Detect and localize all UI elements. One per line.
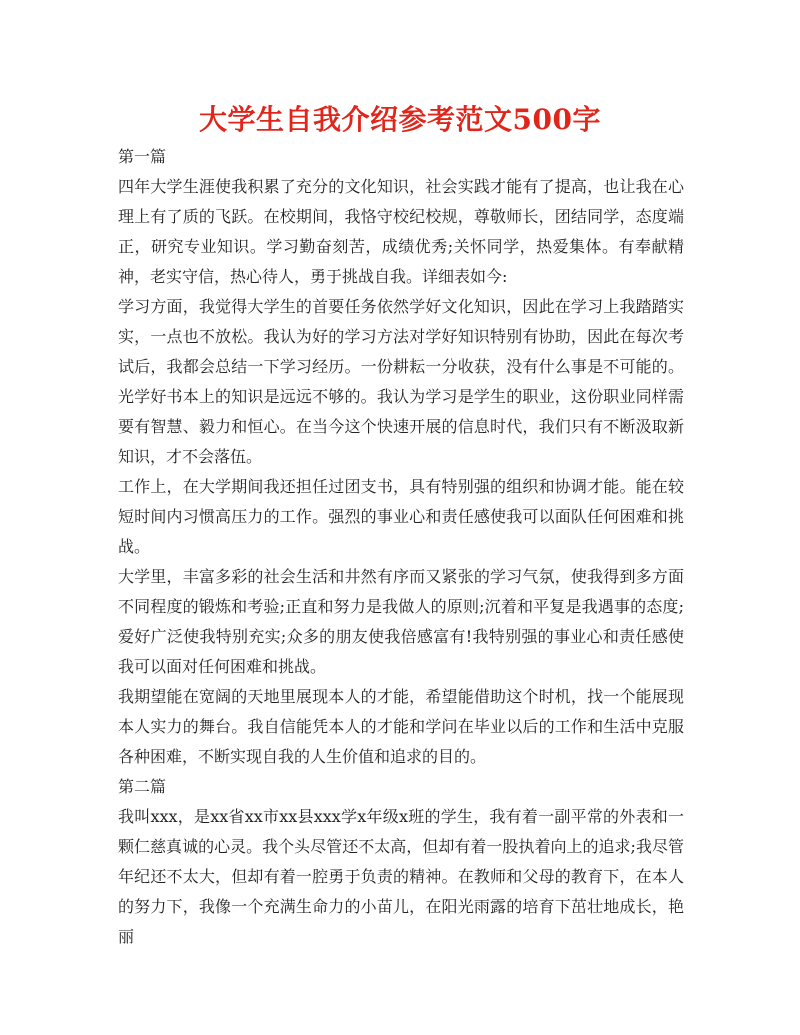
section-heading: 第二篇 <box>118 777 167 796</box>
paragraph: 大学里，丰富多彩的社会生活和井然有序而又紧张的学习气氛，使我得到多方面不同程度的锻炼和考验;正直和努力是我做人的原则;沉着和平复是我遇事的态度;爱好广泛使我特别充实;众多的朋友使我倍感富有!我特别强的事业心和责任感使我可以面对任何困难和挑战。 <box>118 567 684 676</box>
document-title: 大学生自我介绍参考范文500字 <box>199 103 601 136</box>
document-body <box>118 142 684 952</box>
paragraph: 学习方面，我觉得大学生的首要任务依然学好文化知识，因此在学习上我踏踏实实，一点也不放松。我认为好的学习方法对学好知识特别有协助，因此在每次考试后，我都会总结一下学习经历。一份耕耘一分收获，没有什么事是不可能的。光学好书本上的知识是远远不够的。我认为学习是学生的职业，这份职业同样需要有智慧、毅力和恒心。在当今这个快速开展的信息时代，我们只有不断汲取新知识，才不会落伍。 <box>118 297 684 466</box>
section-heading: 第一篇 <box>118 147 167 166</box>
paragraph: 我叫xxx，是xx省xx市xx县xxx学x年级x班的学生，我有着一副平常的外表和一颗仁慈真诚的心灵。我个头尽管还不太高，但却有着一股执着向上的追求;我尽管年纪还不太大，但却有着一腔勇于负责的精神。在教师和父母的教育下，在本人的努力下，我像一个充满生命力的小苗儿，在阳光雨露的培育下茁壮地成长，艳丽 <box>118 807 684 946</box>
section-first <box>118 142 684 772</box>
paragraph: 四年大学生涯使我积累了充分的文化知识，社会实践才能有了提高，也让我在心理上有了质的飞跃。在校期间，我恪守校纪校规，尊敬师长，团结同学，态度端正，研究专业知识。学习勤奋刻苦，成绩优秀;关怀同学，热爱集体。有奉献精神，老实守信，热心待人，勇于挑战自我。详细表如今: <box>118 177 684 286</box>
paragraph: 工作上，在大学期间我还担任过团支书，具有特别强的组织和协调才能。能在较短时间内习惯高压力的工作。强烈的事业心和责任感使我可以面队任何困难和挑战。 <box>118 477 684 556</box>
section-second <box>118 772 684 952</box>
paragraph: 我期望能在宽阔的天地里展现本人的才能，希望能借助这个时机，找一个能展现本人实力的舞台。我自信能凭本人的才能和学问在毕业以后的工作和生活中克服各种困难，不断实现自我的人生价值和追求的目的。 <box>118 687 684 766</box>
